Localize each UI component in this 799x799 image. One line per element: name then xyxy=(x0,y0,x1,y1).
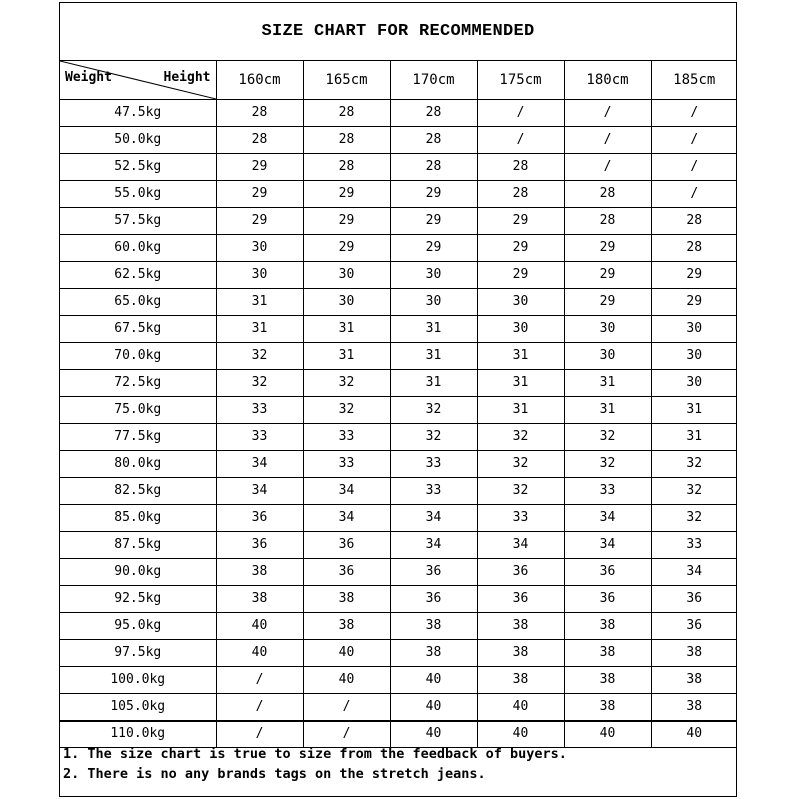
size-cell: 38 xyxy=(564,694,651,721)
table-row xyxy=(60,667,737,694)
table-row xyxy=(60,127,737,154)
size-cell: 30 xyxy=(651,370,737,397)
size-cell: 32 xyxy=(477,478,564,505)
size-cell: 28 xyxy=(216,100,303,127)
weight-cell: 95.0kg xyxy=(60,613,216,640)
table-row xyxy=(60,208,737,235)
header-row xyxy=(60,61,737,100)
size-cell: 33 xyxy=(390,451,477,478)
size-cell: 36 xyxy=(564,586,651,613)
size-cell: 30 xyxy=(216,262,303,289)
size-cell: 36 xyxy=(303,532,390,559)
size-cell: 33 xyxy=(651,532,737,559)
size-cell: 28 xyxy=(216,127,303,154)
size-cell: / xyxy=(216,667,303,694)
weight-cell: 55.0kg xyxy=(60,181,216,208)
size-cell: / xyxy=(651,100,737,127)
size-cell: 40 xyxy=(390,694,477,721)
size-cell: 31 xyxy=(477,397,564,424)
size-cell: 29 xyxy=(390,235,477,262)
size-cell: 28 xyxy=(564,208,651,235)
height-header-160cm: 160cm xyxy=(216,61,303,100)
size-cell: 31 xyxy=(564,397,651,424)
size-cell: 38 xyxy=(651,667,737,694)
weight-cell: 52.5kg xyxy=(60,154,216,181)
table-row xyxy=(60,154,737,181)
size-cell: 29 xyxy=(564,289,651,316)
size-cell: 29 xyxy=(564,262,651,289)
size-cell: 28 xyxy=(477,181,564,208)
size-cell: 38 xyxy=(564,667,651,694)
table-row xyxy=(60,451,737,478)
size-cell: 40 xyxy=(390,667,477,694)
size-cell: 33 xyxy=(216,397,303,424)
weight-cell: 100.0kg xyxy=(60,667,216,694)
size-cell: 28 xyxy=(303,154,390,181)
size-cell: 28 xyxy=(651,208,737,235)
size-cell: 38 xyxy=(303,586,390,613)
size-cell: 40 xyxy=(303,640,390,667)
chart-title: SIZE CHART FOR RECOMMENDED xyxy=(60,3,736,61)
size-cell: 30 xyxy=(303,289,390,316)
size-cell: 30 xyxy=(303,262,390,289)
weight-cell: 87.5kg xyxy=(60,532,216,559)
size-cell: 30 xyxy=(477,289,564,316)
size-cell: 28 xyxy=(390,127,477,154)
table-row xyxy=(60,262,737,289)
weight-cell: 65.0kg xyxy=(60,289,216,316)
weight-cell: 110.0kg xyxy=(60,721,216,748)
size-cell: 31 xyxy=(303,343,390,370)
size-cell: / xyxy=(216,694,303,721)
size-cell: / xyxy=(303,694,390,721)
weight-cell: 70.0kg xyxy=(60,343,216,370)
height-axis-label: Height xyxy=(163,70,211,85)
size-cell: 30 xyxy=(390,262,477,289)
size-cell: 34 xyxy=(564,505,651,532)
size-cell: 30 xyxy=(564,343,651,370)
size-cell: 31 xyxy=(651,397,737,424)
weight-cell: 50.0kg xyxy=(60,127,216,154)
size-cell: 36 xyxy=(216,532,303,559)
size-cell: 36 xyxy=(477,586,564,613)
size-cell: 32 xyxy=(651,505,737,532)
size-cell: 34 xyxy=(564,532,651,559)
size-cell: 28 xyxy=(477,154,564,181)
size-cell: 31 xyxy=(651,424,737,451)
size-cell: 29 xyxy=(477,235,564,262)
weight-cell: 92.5kg xyxy=(60,586,216,613)
table-row xyxy=(60,640,737,667)
size-cell: 38 xyxy=(477,640,564,667)
size-cell: 31 xyxy=(390,370,477,397)
size-cell: 31 xyxy=(216,316,303,343)
size-cell: 30 xyxy=(216,235,303,262)
table-row xyxy=(60,289,737,316)
table-row xyxy=(60,424,737,451)
height-header-170cm: 170cm xyxy=(390,61,477,100)
size-cell: 32 xyxy=(390,424,477,451)
size-cell: 32 xyxy=(477,424,564,451)
size-cell: 38 xyxy=(651,694,737,721)
table-row xyxy=(60,343,737,370)
size-cell: / xyxy=(564,127,651,154)
size-cell: 30 xyxy=(564,316,651,343)
size-cell: / xyxy=(651,154,737,181)
size-cell: 31 xyxy=(477,370,564,397)
weight-cell: 57.5kg xyxy=(60,208,216,235)
size-cell: 29 xyxy=(303,208,390,235)
size-cell: 31 xyxy=(303,316,390,343)
size-cell: 34 xyxy=(390,532,477,559)
size-cell: 34 xyxy=(216,478,303,505)
table-row xyxy=(60,559,737,586)
size-cell: 33 xyxy=(303,424,390,451)
weight-cell: 85.0kg xyxy=(60,505,216,532)
size-cell: 34 xyxy=(216,451,303,478)
size-table xyxy=(60,61,737,748)
size-cell: 36 xyxy=(564,559,651,586)
size-cell: / xyxy=(651,127,737,154)
weight-cell: 90.0kg xyxy=(60,559,216,586)
size-cell: 30 xyxy=(651,343,737,370)
size-cell: 32 xyxy=(651,451,737,478)
size-cell: 33 xyxy=(477,505,564,532)
weight-cell: 67.5kg xyxy=(60,316,216,343)
size-cell: 29 xyxy=(390,208,477,235)
size-cell: 29 xyxy=(390,181,477,208)
weight-axis-label: Weight xyxy=(65,70,112,85)
weight-cell: 80.0kg xyxy=(60,451,216,478)
size-cell: 38 xyxy=(216,586,303,613)
size-cell: 38 xyxy=(477,667,564,694)
weight-cell: 47.5kg xyxy=(60,100,216,127)
size-cell: 29 xyxy=(303,235,390,262)
size-cell: 28 xyxy=(390,154,477,181)
size-cell: 32 xyxy=(564,424,651,451)
size-cell: 36 xyxy=(303,559,390,586)
size-cell: 29 xyxy=(477,208,564,235)
size-cell: 40 xyxy=(651,721,737,748)
size-cell: 38 xyxy=(390,613,477,640)
size-cell: 31 xyxy=(216,289,303,316)
table-row xyxy=(60,100,737,127)
size-cell: 31 xyxy=(477,343,564,370)
size-cell: 34 xyxy=(303,478,390,505)
table-row xyxy=(60,694,737,721)
size-cell: 28 xyxy=(651,235,737,262)
height-header-165cm: 165cm xyxy=(303,61,390,100)
size-cell: 32 xyxy=(651,478,737,505)
height-header-175cm: 175cm xyxy=(477,61,564,100)
table-body xyxy=(60,100,737,748)
size-cell: 40 xyxy=(216,613,303,640)
size-cell: 29 xyxy=(216,208,303,235)
size-cell: / xyxy=(216,721,303,748)
size-cell: 33 xyxy=(390,478,477,505)
size-cell: 29 xyxy=(564,235,651,262)
size-cell: 40 xyxy=(564,721,651,748)
size-cell: 38 xyxy=(564,613,651,640)
size-cell: 32 xyxy=(303,370,390,397)
size-cell: 40 xyxy=(390,721,477,748)
table-row xyxy=(60,235,737,262)
table-row xyxy=(60,613,737,640)
size-cell: 31 xyxy=(564,370,651,397)
size-cell: / xyxy=(303,721,390,748)
size-cell: 34 xyxy=(651,559,737,586)
table-row xyxy=(60,397,737,424)
note-2: 2. There is no any brands tags on the stretch jeans. xyxy=(63,766,486,782)
table-row xyxy=(60,532,737,559)
size-cell: 29 xyxy=(303,181,390,208)
size-cell: 38 xyxy=(216,559,303,586)
size-cell: 38 xyxy=(651,640,737,667)
size-cell: 40 xyxy=(477,721,564,748)
size-cell: 34 xyxy=(303,505,390,532)
size-cell: / xyxy=(651,181,737,208)
size-chart xyxy=(59,2,737,797)
weight-cell: 60.0kg xyxy=(60,235,216,262)
size-cell: 36 xyxy=(477,559,564,586)
size-cell: / xyxy=(564,100,651,127)
note-1: 1. The size chart is true to size from the feedback of buyers. xyxy=(63,746,567,762)
size-cell: 40 xyxy=(216,640,303,667)
table-row xyxy=(60,505,737,532)
size-cell: 32 xyxy=(477,451,564,478)
size-cell: 36 xyxy=(390,586,477,613)
size-cell: 30 xyxy=(651,316,737,343)
size-cell: / xyxy=(564,154,651,181)
corner-cell xyxy=(60,61,216,100)
size-cell: 33 xyxy=(564,478,651,505)
size-cell: 38 xyxy=(477,613,564,640)
size-cell: 40 xyxy=(477,694,564,721)
table-row xyxy=(60,316,737,343)
size-cell: 30 xyxy=(390,289,477,316)
size-cell: 28 xyxy=(564,181,651,208)
table-row xyxy=(60,370,737,397)
notes-section xyxy=(60,721,736,796)
size-cell: 29 xyxy=(216,181,303,208)
size-cell: 32 xyxy=(216,370,303,397)
size-cell: 36 xyxy=(651,613,737,640)
size-cell: 28 xyxy=(303,127,390,154)
size-cell: 33 xyxy=(216,424,303,451)
size-cell: 31 xyxy=(390,343,477,370)
weight-cell: 72.5kg xyxy=(60,370,216,397)
weight-cell: 97.5kg xyxy=(60,640,216,667)
size-cell: 29 xyxy=(216,154,303,181)
size-cell: 32 xyxy=(216,343,303,370)
weight-cell: 82.5kg xyxy=(60,478,216,505)
size-cell: 32 xyxy=(390,397,477,424)
weight-cell: 62.5kg xyxy=(60,262,216,289)
height-header-185cm: 185cm xyxy=(651,61,737,100)
weight-cell: 105.0kg xyxy=(60,694,216,721)
size-cell: 36 xyxy=(216,505,303,532)
table-row xyxy=(60,181,737,208)
size-cell: 29 xyxy=(477,262,564,289)
height-header-180cm: 180cm xyxy=(564,61,651,100)
size-cell: 32 xyxy=(303,397,390,424)
size-cell: / xyxy=(477,100,564,127)
size-cell: 28 xyxy=(303,100,390,127)
size-cell: 31 xyxy=(390,316,477,343)
size-cell: 34 xyxy=(477,532,564,559)
size-cell: 29 xyxy=(651,262,737,289)
size-cell: 36 xyxy=(390,559,477,586)
size-cell: 33 xyxy=(303,451,390,478)
size-cell: 38 xyxy=(564,640,651,667)
table-row xyxy=(60,586,737,613)
size-cell: 32 xyxy=(564,451,651,478)
weight-cell: 77.5kg xyxy=(60,424,216,451)
table-row xyxy=(60,478,737,505)
size-cell: 28 xyxy=(390,100,477,127)
size-cell: 38 xyxy=(303,613,390,640)
size-cell: 29 xyxy=(651,289,737,316)
size-cell: / xyxy=(477,127,564,154)
size-cell: 38 xyxy=(390,640,477,667)
size-cell: 34 xyxy=(390,505,477,532)
weight-cell: 75.0kg xyxy=(60,397,216,424)
size-cell: 36 xyxy=(651,586,737,613)
size-cell: 40 xyxy=(303,667,390,694)
size-cell: 30 xyxy=(477,316,564,343)
